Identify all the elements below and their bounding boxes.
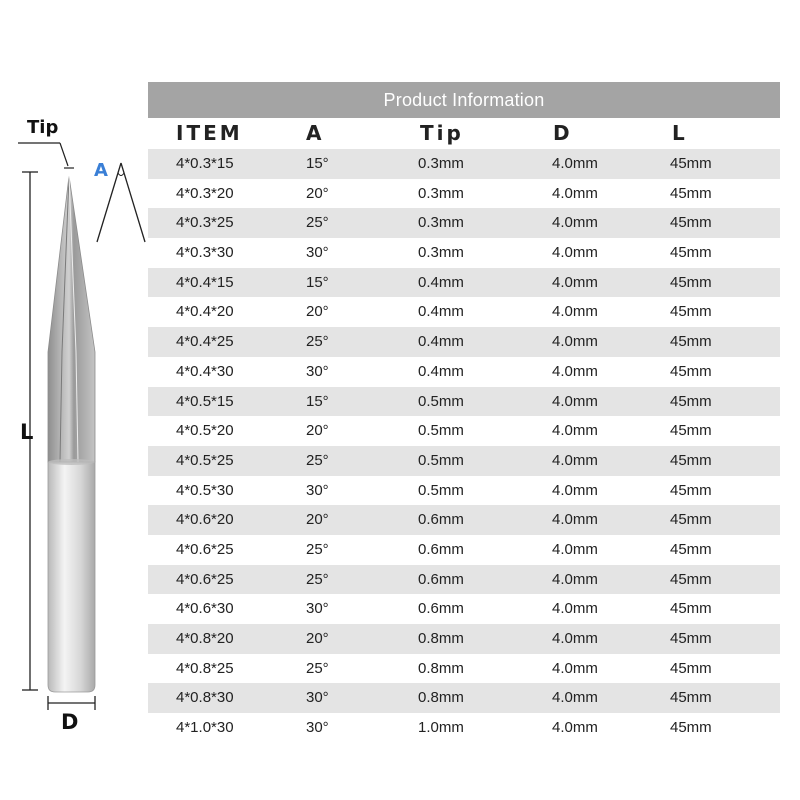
cell-angle: 25° bbox=[306, 214, 329, 232]
cell-item: 4*0.4*25 bbox=[176, 333, 234, 351]
table-row bbox=[148, 713, 780, 743]
cell-tip: 0.5mm bbox=[418, 392, 464, 410]
cell-angle: 30° bbox=[306, 481, 329, 499]
cell-tip: 0.3mm bbox=[418, 184, 464, 202]
table-row bbox=[148, 238, 780, 268]
cell-length: 45mm bbox=[670, 362, 712, 380]
table-row bbox=[148, 476, 780, 506]
cell-diameter: 4.0mm bbox=[552, 184, 598, 202]
table-row bbox=[148, 594, 780, 624]
cell-length: 45mm bbox=[670, 214, 712, 232]
cell-length: 45mm bbox=[670, 511, 712, 529]
cell-tip: 0.4mm bbox=[418, 362, 464, 380]
cell-diameter: 4.0mm bbox=[552, 333, 598, 351]
bit-body bbox=[48, 176, 95, 692]
cell-angle: 20° bbox=[306, 422, 329, 440]
cell-angle: 20° bbox=[306, 184, 329, 202]
cell-tip: 0.6mm bbox=[418, 540, 464, 558]
cell-length: 45mm bbox=[670, 184, 712, 202]
table-row bbox=[148, 683, 780, 713]
table-row bbox=[148, 505, 780, 535]
cell-angle: 30° bbox=[306, 689, 329, 707]
cell-length: 45mm bbox=[670, 244, 712, 262]
cell-diameter: 4.0mm bbox=[552, 630, 598, 647]
cell-diameter: 4.0mm bbox=[552, 540, 598, 558]
cell-tip: 0.8mm bbox=[418, 630, 464, 647]
table-row bbox=[148, 446, 780, 476]
diameter-dimension bbox=[48, 696, 95, 710]
cell-tip: 0.4mm bbox=[418, 273, 464, 291]
table-row bbox=[148, 565, 780, 595]
table-row bbox=[148, 179, 780, 209]
cell-item: 4*0.6*20 bbox=[176, 511, 234, 529]
column-header-length: L bbox=[672, 121, 685, 145]
cell-item: 4*0.6*25 bbox=[176, 540, 234, 558]
column-header-item: ITEM bbox=[176, 121, 243, 145]
cell-tip: 0.6mm bbox=[418, 570, 464, 588]
cell-item: 4*0.4*15 bbox=[176, 273, 234, 291]
cell-length: 45mm bbox=[670, 600, 712, 618]
cell-item: 4*0.3*15 bbox=[176, 155, 234, 172]
cell-item: 4*0.5*25 bbox=[176, 451, 234, 469]
cell-tip: 1.0mm bbox=[418, 719, 464, 737]
cell-length: 45mm bbox=[670, 303, 712, 321]
cell-diameter: 4.0mm bbox=[552, 689, 598, 707]
cell-item: 4*0.5*30 bbox=[176, 481, 234, 499]
column-header-angle: A bbox=[306, 121, 322, 145]
table-row bbox=[148, 416, 780, 446]
engraving-bit-diagram bbox=[0, 0, 150, 800]
cell-item: 4*1.0*30 bbox=[176, 719, 234, 737]
cell-tip: 0.3mm bbox=[418, 214, 464, 232]
cell-tip: 0.5mm bbox=[418, 451, 464, 469]
cell-angle: 30° bbox=[306, 719, 329, 737]
column-header-diameter: D bbox=[553, 121, 570, 145]
cell-length: 45mm bbox=[670, 392, 712, 410]
cell-diameter: 4.0mm bbox=[552, 155, 598, 172]
table-header-row bbox=[148, 118, 780, 149]
cell-item: 4*0.3*25 bbox=[176, 214, 234, 232]
cell-diameter: 4.0mm bbox=[552, 244, 598, 262]
cell-item: 4*0.8*20 bbox=[176, 630, 234, 647]
cell-angle: 20° bbox=[306, 630, 329, 647]
angle-label: A bbox=[94, 160, 108, 181]
cell-angle: 20° bbox=[306, 511, 329, 529]
cell-diameter: 4.0mm bbox=[552, 392, 598, 410]
cell-diameter: 4.0mm bbox=[552, 600, 598, 618]
cell-item: 4*0.5*20 bbox=[176, 422, 234, 440]
cell-tip: 0.5mm bbox=[418, 422, 464, 440]
cell-tip: 0.4mm bbox=[418, 333, 464, 351]
column-header-tip: Tip bbox=[420, 121, 464, 145]
cell-diameter: 4.0mm bbox=[552, 214, 598, 232]
cell-item: 4*0.3*30 bbox=[176, 244, 234, 262]
cell-angle: 30° bbox=[306, 244, 329, 262]
cell-diameter: 4.0mm bbox=[552, 481, 598, 499]
product-information-table bbox=[148, 82, 780, 743]
cell-diameter: 4.0mm bbox=[552, 273, 598, 291]
cell-diameter: 4.0mm bbox=[552, 511, 598, 529]
cell-diameter: 4.0mm bbox=[552, 362, 598, 380]
cell-length: 45mm bbox=[670, 630, 712, 647]
cell-angle: 15° bbox=[306, 155, 329, 172]
cell-length: 45mm bbox=[670, 659, 712, 677]
cell-tip: 0.5mm bbox=[418, 481, 464, 499]
table-row bbox=[148, 327, 780, 357]
cell-angle: 25° bbox=[306, 333, 329, 351]
cell-angle: 25° bbox=[306, 451, 329, 469]
cell-length: 45mm bbox=[670, 570, 712, 588]
table-row bbox=[148, 624, 780, 654]
cell-length: 45mm bbox=[670, 422, 712, 440]
tip-leader bbox=[18, 143, 74, 168]
cell-diameter: 4.0mm bbox=[552, 422, 598, 440]
table-row bbox=[148, 268, 780, 298]
cell-tip: 0.3mm bbox=[418, 155, 464, 172]
table-row bbox=[148, 387, 780, 417]
cell-tip: 0.6mm bbox=[418, 600, 464, 618]
cell-tip: 0.8mm bbox=[418, 659, 464, 677]
cell-angle: 25° bbox=[306, 540, 329, 558]
cell-length: 45mm bbox=[670, 273, 712, 291]
tip-label: Tip bbox=[27, 117, 59, 138]
table-body bbox=[148, 149, 780, 743]
diameter-label: D bbox=[61, 710, 79, 734]
table-row bbox=[148, 208, 780, 238]
cell-item: 4*0.4*20 bbox=[176, 303, 234, 321]
cell-item: 4*0.8*30 bbox=[176, 689, 234, 707]
cell-length: 45mm bbox=[670, 540, 712, 558]
cell-diameter: 4.0mm bbox=[552, 719, 598, 737]
cell-length: 45mm bbox=[670, 155, 712, 172]
cell-length: 45mm bbox=[670, 451, 712, 469]
cell-item: 4*0.4*30 bbox=[176, 362, 234, 380]
table-row bbox=[148, 535, 780, 565]
cell-tip: 0.8mm bbox=[418, 689, 464, 707]
cell-item: 4*0.6*25 bbox=[176, 570, 234, 588]
cell-angle: 25° bbox=[306, 570, 329, 588]
cell-tip: 0.6mm bbox=[418, 511, 464, 529]
table-title: Product Information bbox=[148, 82, 780, 118]
cell-angle: 15° bbox=[306, 273, 329, 291]
table-row bbox=[148, 357, 780, 387]
cell-diameter: 4.0mm bbox=[552, 303, 598, 321]
cell-tip: 0.4mm bbox=[418, 303, 464, 321]
cell-length: 45mm bbox=[670, 689, 712, 707]
cell-length: 45mm bbox=[670, 333, 712, 351]
cell-length: 45mm bbox=[670, 719, 712, 737]
cell-item: 4*0.8*25 bbox=[176, 659, 234, 677]
cell-item: 4*0.5*15 bbox=[176, 392, 234, 410]
cell-tip: 0.3mm bbox=[418, 244, 464, 262]
cell-angle: 25° bbox=[306, 659, 329, 677]
cell-length: 45mm bbox=[670, 481, 712, 499]
engraving-bit-drawing bbox=[0, 0, 150, 800]
cell-angle: 30° bbox=[306, 600, 329, 618]
cell-diameter: 4.0mm bbox=[552, 570, 598, 588]
cell-item: 4*0.3*20 bbox=[176, 184, 234, 202]
table-row bbox=[148, 297, 780, 327]
cell-angle: 15° bbox=[306, 392, 329, 410]
cell-item: 4*0.6*30 bbox=[176, 600, 234, 618]
cell-diameter: 4.0mm bbox=[552, 659, 598, 677]
cell-diameter: 4.0mm bbox=[552, 451, 598, 469]
length-label: L bbox=[20, 420, 34, 444]
table-row bbox=[148, 149, 780, 179]
cell-angle: 30° bbox=[306, 362, 329, 380]
table-row bbox=[148, 654, 780, 684]
cell-angle: 20° bbox=[306, 303, 329, 321]
